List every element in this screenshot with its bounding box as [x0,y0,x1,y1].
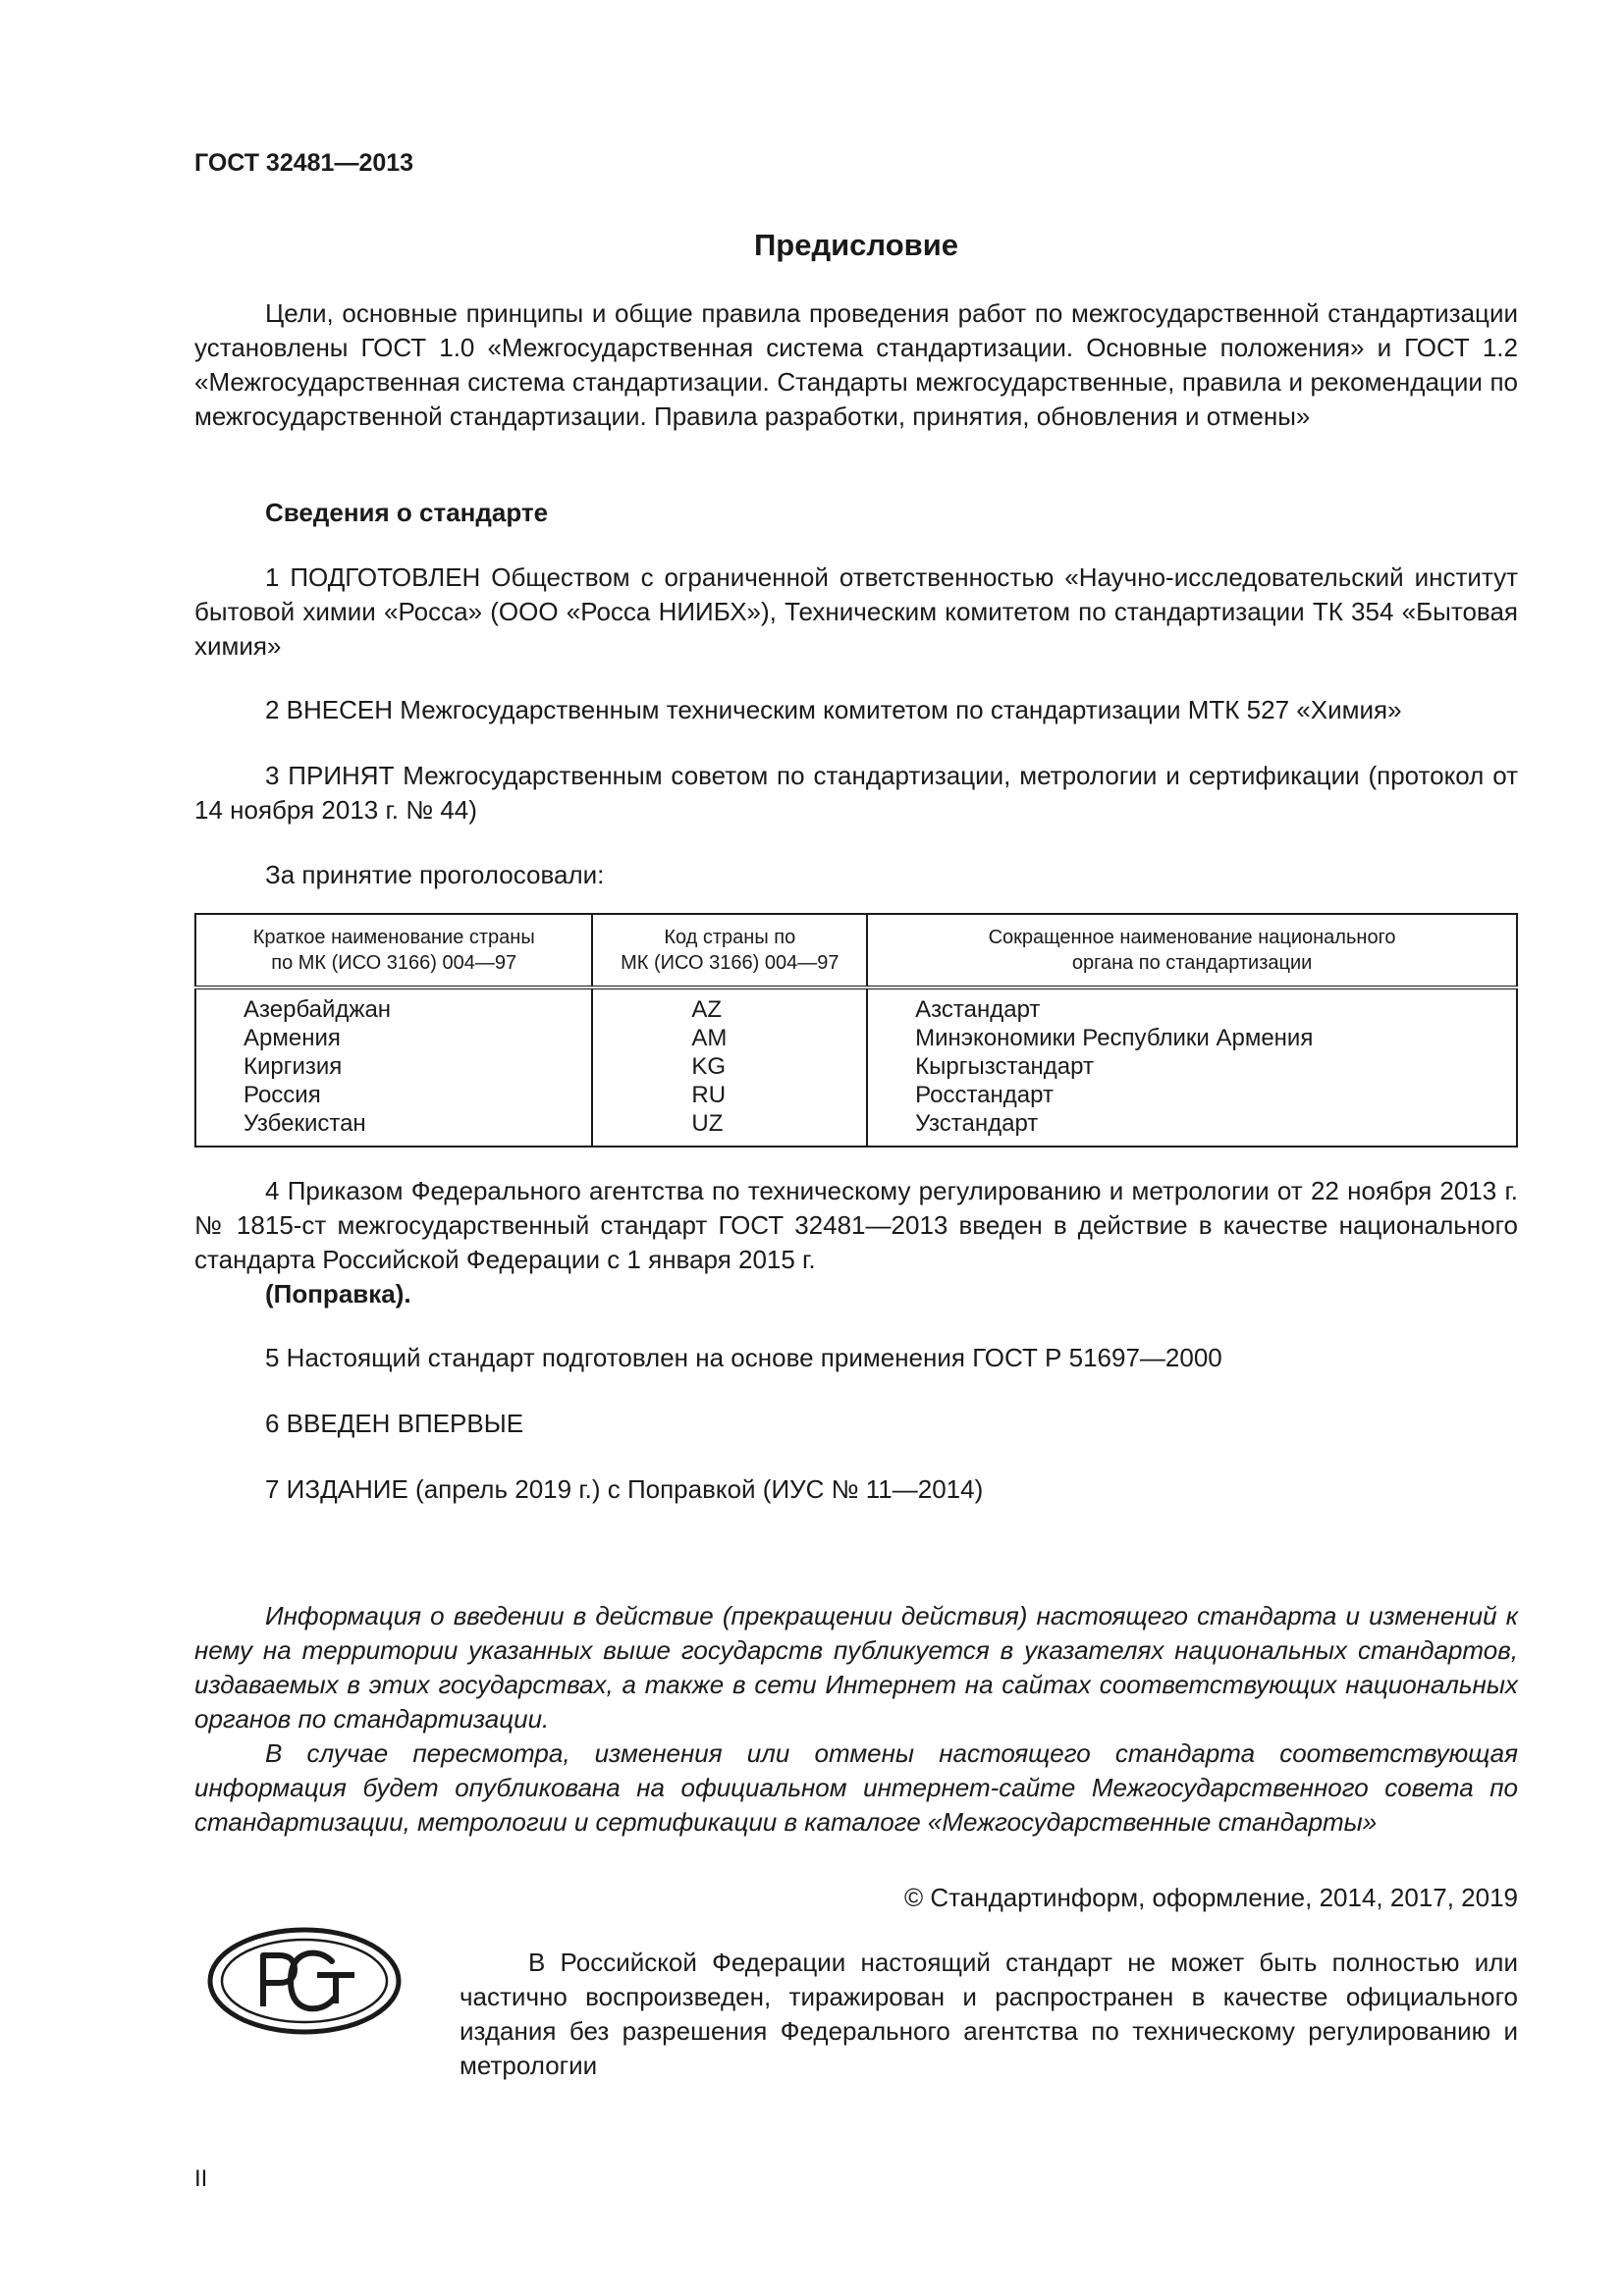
table-header-row [195,914,1517,988]
body-column [867,988,1517,1147]
country-cell: Киргизия [244,1053,343,1080]
page-title: Предисловие [753,228,958,262]
code-cell: AZ [691,996,723,1023]
country-cell: Азербайджан [244,996,392,1023]
document-code: ГОСТ 32481—2013 [194,149,414,177]
item-7: 7 ИЗДАНИЕ (апрель 2019 г.) с Поправкой (ИУС № 11—2014) [265,1474,984,1504]
body-cell: Азстандарт [915,996,1041,1023]
body-cell: Узстандарт [915,1110,1039,1137]
table-header-country: Краткое наименование страны по МК (ИСО 3166) 004—97 [195,914,592,988]
intro-paragraph: Цели, основные принципы и общие правила проведения работ по межгосударственной стандартизации установлены ГОСТ 1.0 «Межгосударственная система стандартизации. Основные положения» и ГОСТ 1.2 «Межгосударственная система стандартизации. Стандарты межгосударственные, правила и рекомендации по межгосударственной стандартизации. Правила разработки, принятия, обновления и отмены» [194,298,1518,431]
country-cell: Узбекистан [244,1110,366,1137]
country-cell: Россия [244,1082,321,1108]
copyright-notice: В Российской Федерации настоящий стандарт не может быть полностью или частично воспроизведен, тиражирован и распространен в качестве официального издания без разрешения Федерального агентства по техническому регулированию и метрологии [460,1948,1518,2080]
body-cell: Росстандарт [915,1082,1054,1108]
section-heading: Сведения о стандарте [265,498,549,527]
info-paragraph-2: В случае пересмотра, изменения или отмены настоящего стандарта соответствующая информация будет опубликована на официальном интернет-сайте Межгосударственного совета по стандартизации, метрологии и сертификации в каталоге «Межгосударственные стандарты» [194,1738,1518,1837]
votes-table [194,913,1518,1148]
vote-intro: За принятие проголосовали: [265,860,605,889]
item-4: 4 Приказом Федерального агентства по техническому регулированию и метрологии от 22 ноября 2013 г. № 1815-ст межгосударственный стандарт ГОСТ 32481—2013 введен в действие в качестве национального стандарта Российской Федерации с 1 января 2015 г. [194,1176,1518,1274]
country-cell: Армения [244,1025,341,1051]
table-row [195,988,1517,1147]
body-cell: Минэкономики Республики Армения [915,1025,1314,1051]
item-6: 6 ВВЕДЕН ВПЕРВЫЕ [265,1409,524,1438]
item-3: 3 ПРИНЯТ Межгосударственным советом по стандартизации, метрологии и сертификации (протокол от 14 ноября 2013 г. № 44) [194,761,1518,825]
table-header-body: Сокращенное наименование национального органа по стандартизации [867,914,1517,988]
votes-table-wrapper [194,913,1518,1148]
item-5: 5 Настоящий стандарт подготовлен на основе применения ГОСТ Р 51697—2000 [265,1343,1222,1372]
info-paragraph-1: Информация о введении в действие (прекращении действия) настоящего стандарта и изменений к нему на территории указанных выше государств публикуется в указателях национальных стандартов, издаваемых в этих государствах, а также в сети Интернет на сайтах соответствующих национальных органов по стандартизации. [194,1601,1518,1734]
code-cell: KG [691,1053,727,1080]
body-cell: Кыргызстандарт [915,1053,1094,1080]
item-2: 2 ВНЕСЕН Межгосударственным техническим комитетом по стандартизации МТК 527 «Химия» [265,695,1402,724]
code-cell: UZ [691,1110,724,1137]
table-header-code: Код страны по МК (ИСО 3166) 004—97 [592,914,867,988]
page-number: II [194,2165,208,2192]
item-1: 1 ПОДГОТОВЛЕН Обществом с ограниченной ответственностью «Научно-исследовательский институт бытовой химии «Росса» (ООО «Росса НИИБХ»), Техническим комитетом по стандартизации ТК 354 «Бытовая химия» [194,562,1518,661]
code-cell: AM [691,1025,728,1051]
code-cell: RU [691,1082,727,1108]
country-column [195,988,592,1147]
rst-certification-mark-icon [206,1926,403,2041]
code-column [592,988,867,1147]
copyright: © Стандартинформ, оформление, 2014, 2017, 2019 [903,1883,1518,1912]
item-4-amendment: (Поправка). [265,1279,411,1308]
